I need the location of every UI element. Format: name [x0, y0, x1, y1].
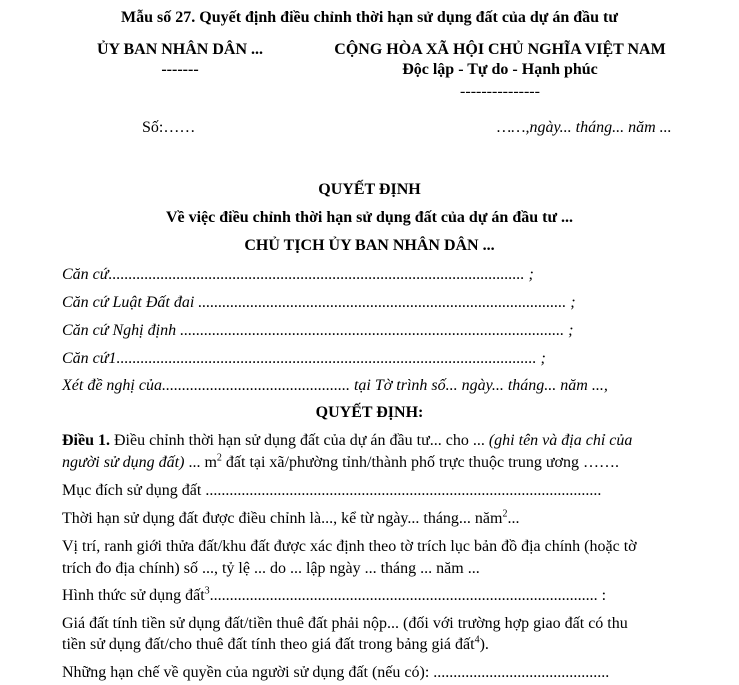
article-1-label: Điều 1. — [62, 432, 110, 449]
article-1-note: (ghi tên và địa chỉ của — [488, 432, 633, 449]
land-price-end: ). — [479, 636, 489, 653]
land-term-text: Thời hạn sử dụng đất được điều chỉnh là..., kể từ ngày... tháng... năm — [62, 510, 503, 527]
document-number: Số:…… — [142, 119, 196, 136]
footnote-ref: 3 — [204, 585, 210, 597]
footnote-ref: 2 — [502, 508, 508, 520]
document-date: ……,ngày... tháng... năm ... — [497, 119, 672, 136]
basis-line: Căn cứ1......................................................................................................... ; — [62, 350, 546, 367]
form-title: Mẫu số 27. Quyết định điều chỉnh thời hạn sử dụng đất của dự án đầu tư — [121, 9, 618, 26]
article-1-text: đất tại xã/phường tỉnh/thành phố trực thuộc trung ương ……. — [221, 454, 619, 471]
land-use-form-text: Hình thức sử dụng đất — [62, 587, 205, 604]
land-purpose: Mục đích sử dụng đất ................................................................................................... — [62, 482, 602, 499]
land-location-2: trích đo địa chính) số ..., tỷ lệ ... do ... lập ngày ... tháng ... năm ... — [62, 560, 480, 577]
land-term-end: ... — [507, 510, 520, 527]
land-term — [62, 510, 519, 528]
decides-heading: QUYẾT ĐỊNH: — [315, 404, 424, 421]
motto: Độc lập - Tự do - Hạnh phúc — [402, 61, 598, 78]
decision-subject: Về việc điều chỉnh thời hạn sử dụng đất của dự án đầu tư ... — [165, 209, 574, 226]
article-1-line-1 — [62, 432, 632, 450]
land-price-2 — [62, 636, 489, 654]
article-1-text: ... m — [184, 454, 217, 471]
land-use-form-end: ................................................................................................. : — [209, 587, 607, 604]
decision-title: QUYẾT ĐỊNH — [318, 181, 421, 198]
land-use-form — [62, 587, 606, 605]
motto-rule: --------------- — [460, 83, 540, 100]
article-1-note: người sử dụng đất) — [62, 454, 185, 471]
land-price-text: tiền sử dụng đất/cho thuê đất tính theo giá đất trong bảng giá đất — [62, 636, 475, 653]
footnote-ref: 4 — [474, 634, 480, 646]
area-superscript: 2 — [216, 452, 222, 464]
land-location-1: Vị trí, ranh giới thửa đất/khu đất được xác định theo tờ trích lục bản đồ địa chính (hoặc tờ — [62, 538, 637, 555]
basis-line: Căn cứ Nghị định ................................................................................................ ; — [62, 322, 574, 339]
basis-line: Xét đề nghị của............................................... tại Tờ trình số... ngày... tháng... năm ..., — [62, 377, 608, 394]
article-1-text: Điều chỉnh thời hạn sử dụng đất của dự án đầu tư... cho ... — [110, 432, 489, 449]
decision-authority: CHỦ TỊCH ỦY BAN NHÂN DÂN ... — [244, 237, 495, 254]
use-restrictions: Những hạn chế về quyền của người sử dụng đất (nếu có): ............................................ — [62, 664, 610, 681]
article-1-line-2 — [62, 454, 619, 472]
land-price-1: Giá đất tính tiền sử dụng đất/tiền thuê đất phải nộp... (đối với trường hợp giao đất có thu — [62, 615, 628, 632]
org-rule: ------- — [161, 61, 199, 78]
issuing-org: ỦY BAN NHÂN DÂN ... — [96, 41, 264, 58]
basis-line: Căn cứ........................................................................................................ ; — [62, 266, 534, 283]
basis-line: Căn cứ Luật Đất đai ............................................................................................ ; — [62, 294, 576, 311]
country-name: CỘNG HÒA XÃ HỘI CHỦ NGHĨA VIỆT NAM — [334, 41, 666, 58]
